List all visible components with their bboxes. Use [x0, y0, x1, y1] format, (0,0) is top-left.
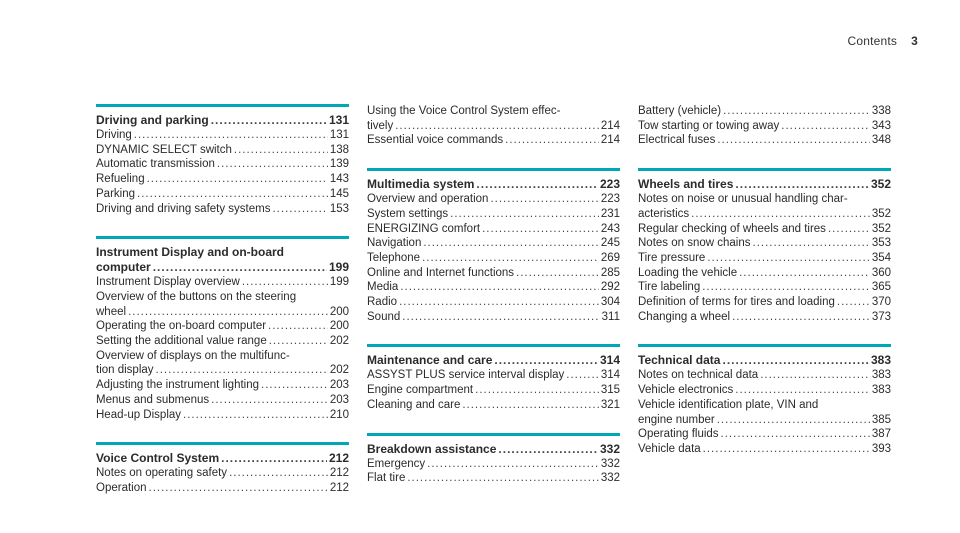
dot-leader [128, 305, 328, 320]
toc-entry[interactable] [638, 119, 891, 134]
toc-entry-page: 321 [600, 398, 620, 411]
toc-entry-label: Tow starting or towing away [638, 119, 780, 132]
section-wheels [638, 168, 891, 324]
toc-entry-page: 315 [600, 384, 620, 397]
section-technical [638, 344, 891, 456]
toc-entry[interactable] [367, 207, 620, 222]
dot-leader [395, 119, 599, 134]
toc-entry-page: 153 [329, 202, 349, 215]
dot-leader [229, 466, 328, 481]
section-title-page: 314 [599, 353, 620, 368]
toc-entry-label: Cleaning and care [367, 398, 461, 411]
toc-entry-label: Essential voice commands [367, 134, 504, 147]
toc-entry[interactable] [638, 368, 891, 383]
section-voice-continued [367, 104, 620, 148]
toc-entry-label: Regular checking of wheels and tires [638, 222, 826, 235]
toc-entry[interactable] [638, 383, 891, 398]
section-title-page: 383 [870, 353, 891, 368]
section-rule [96, 236, 349, 239]
toc-entry[interactable] [96, 172, 349, 187]
toc-entry-page: 145 [329, 187, 349, 200]
dot-leader [427, 457, 599, 472]
toc-entry-label: Changing a wheel [638, 310, 731, 323]
dot-leader [272, 202, 327, 217]
dot-leader [760, 368, 870, 383]
section-title-label: Wheels and tires [638, 177, 734, 192]
toc-entry-page: 348 [871, 134, 891, 147]
section-title[interactable] [638, 177, 891, 192]
toc-entry-page: 338 [871, 105, 891, 117]
dot-leader [217, 157, 328, 172]
section-voice [96, 442, 349, 495]
toc-entry-label: Operating the on-board computer [96, 320, 267, 333]
toc-entry-page: 383 [871, 369, 891, 382]
section-breakdown-continued [638, 104, 891, 148]
dot-leader [566, 368, 599, 383]
toc-entry-page: 245 [600, 237, 620, 250]
toc-entry[interactable] [638, 295, 891, 310]
toc-entry[interactable] [638, 222, 891, 237]
toc-entry[interactable] [367, 236, 620, 251]
section-multimedia [367, 168, 620, 324]
dot-leader [482, 222, 599, 237]
toc-entry[interactable] [638, 104, 891, 119]
section-title-label: Voice Control System [96, 451, 220, 466]
toc-entry-label: Refueling [96, 173, 145, 186]
section-rule [367, 344, 620, 347]
toc-entry-label: Overview and operation [367, 193, 489, 206]
toc-entry-label: ASSYST PLUS service interval display [367, 369, 565, 382]
dot-leader [400, 280, 598, 295]
dot-leader [221, 451, 327, 466]
section-rule [367, 433, 620, 436]
dot-leader [717, 133, 869, 148]
toc-entry-label: Definition of terms for tires and loading [638, 296, 835, 309]
toc-entry-label: Flat tire [367, 472, 406, 485]
toc-entry-page: 370 [871, 296, 891, 309]
dot-leader [422, 251, 599, 266]
section-title-label: Breakdown assistance [367, 441, 497, 456]
toc-entry-label: Notes on operating safety [96, 467, 228, 480]
dot-leader [505, 133, 599, 148]
toc-entry[interactable] [96, 363, 349, 378]
toc-entry[interactable] [638, 236, 891, 251]
toc-entry-line: Vehicle identification plate, VIN and [638, 398, 819, 411]
toc-entry-label: ENERGIZING comfort [367, 222, 481, 235]
dot-leader [723, 104, 870, 119]
toc-entry[interactable] [367, 295, 620, 310]
toc-entry-label: Setting the additional value range [96, 335, 267, 348]
dot-leader [156, 363, 328, 378]
toc-entry-label: Online and Internet functions [367, 266, 515, 279]
toc-column-2 [367, 104, 620, 506]
dot-leader [735, 383, 870, 398]
toc-entry[interactable] [638, 133, 891, 148]
toc-entry-label: Vehicle data [638, 442, 701, 455]
section-maintenance [367, 344, 620, 412]
toc-entry-page: 314 [600, 369, 620, 382]
toc-entry[interactable] [96, 334, 349, 349]
toc-entry-label: Notes on technical data [638, 369, 759, 382]
toc-entry-page: 373 [871, 310, 891, 323]
toc-entry-page: 332 [600, 457, 620, 470]
toc-entry-label: Operating fluids [638, 428, 719, 441]
dot-leader [828, 222, 870, 237]
dot-leader [516, 266, 599, 281]
toc-entry-page: 354 [871, 251, 891, 264]
toc-entry-page: 352 [871, 207, 891, 220]
toc-entry[interactable] [367, 457, 620, 472]
dot-leader [494, 353, 598, 368]
section-title-label: Driving and parking [96, 113, 209, 127]
toc-entry[interactable] [96, 157, 349, 172]
toc-entry-label: Automatic transmission [96, 158, 215, 171]
toc-entry-page: 353 [871, 237, 891, 250]
dot-leader [211, 393, 328, 408]
dot-leader [137, 187, 328, 202]
toc-entry-page: 393 [871, 442, 891, 455]
toc-entry-line: Using the Voice Control System effec- [367, 105, 561, 117]
toc-entry-label: Navigation [367, 237, 422, 250]
toc-entry[interactable] [96, 128, 349, 143]
dot-leader [475, 383, 599, 398]
toc-entry-page: 212 [329, 467, 349, 480]
dot-leader [721, 427, 870, 442]
toc-entry-page: 311 [601, 310, 620, 323]
toc-entry-page: 199 [329, 276, 349, 289]
toc-entry[interactable] [638, 251, 891, 266]
toc-entry-label: Driving [96, 129, 132, 141]
toc-entry-page: 332 [600, 472, 620, 485]
toc-column-1 [96, 104, 349, 516]
toc-entry[interactable] [96, 143, 349, 158]
toc-entry[interactable] [367, 222, 620, 237]
dot-leader [498, 442, 598, 457]
toc-entry-label: Engine compartment [367, 384, 474, 397]
dot-leader [269, 334, 328, 349]
toc-entry-label: Emergency [367, 457, 426, 470]
toc-entry-page: 343 [871, 119, 891, 132]
toc-entry-page: 365 [871, 281, 891, 294]
toc-entry-page: 210 [329, 408, 349, 421]
dot-leader [753, 236, 870, 251]
toc-entry[interactable] [367, 266, 620, 281]
toc-entry[interactable] [96, 378, 349, 393]
toc-entry[interactable] [367, 251, 620, 266]
dot-leader [703, 442, 870, 457]
dot-leader [402, 310, 599, 325]
toc-entry-label: tion display [96, 364, 154, 377]
dot-leader [183, 408, 328, 423]
section-title-page: 223 [599, 177, 620, 192]
toc-entry-label: Adjusting the instrument lighting [96, 379, 260, 392]
toc-entry[interactable] [367, 280, 620, 295]
section-title-label: Technical data [638, 353, 721, 368]
toc-entry[interactable] [367, 310, 620, 325]
section-title-label: Multimedia system [367, 177, 475, 192]
toc-entry[interactable] [96, 319, 349, 334]
toc-entry-page: 385 [871, 413, 891, 426]
toc-entry-page: 223 [600, 193, 620, 206]
toc-entry[interactable] [96, 393, 349, 408]
dot-leader [462, 398, 598, 413]
toc-entry[interactable] [638, 266, 891, 281]
toc-entry-label: Sound [367, 310, 401, 323]
toc-entry-line: Overview of displays on the multifunc- [96, 349, 290, 362]
dot-leader [268, 319, 328, 334]
toc-entry-page: 243 [600, 222, 620, 235]
page-header [847, 34, 918, 48]
toc-entry-label: DYNAMIC SELECT switch [96, 143, 232, 156]
toc-entry[interactable] [96, 202, 349, 217]
dot-leader [490, 192, 598, 207]
toc-entry-page: 138 [329, 143, 349, 156]
section-title-line: Instrument Display and on-board [96, 245, 285, 260]
dot-leader [702, 280, 870, 295]
toc-column-3 [638, 104, 891, 477]
toc-entry[interactable] [638, 310, 891, 325]
toc-entry[interactable] [367, 119, 620, 134]
toc-entry[interactable] [367, 398, 620, 413]
section-breakdown [367, 433, 620, 486]
dot-leader [134, 128, 328, 143]
dot-leader [153, 260, 327, 275]
toc-entry-page: 212 [329, 481, 349, 494]
toc-entry[interactable] [96, 466, 349, 481]
toc-entry-page: 352 [871, 222, 891, 235]
dot-leader [717, 413, 870, 428]
page-number: 3 [911, 34, 918, 48]
section-title-page: 199 [328, 260, 349, 275]
toc-entry[interactable] [638, 427, 891, 442]
toc-entry-label: Tire labeling [638, 281, 701, 294]
toc-entry-line: Overview of the buttons on the steering [96, 290, 297, 303]
toc-entry[interactable] [96, 305, 349, 320]
toc-entry-page: 202 [329, 335, 349, 348]
toc-entry-page: 214 [600, 134, 620, 147]
section-title-page: 131 [328, 113, 349, 127]
toc-entry-page: 131 [329, 129, 349, 141]
section-title-label: Maintenance and care [367, 353, 493, 368]
dot-leader [261, 378, 328, 393]
section-title[interactable] [638, 353, 891, 368]
section-rule [638, 168, 891, 171]
toc-entry-page: 200 [329, 320, 349, 333]
dot-leader [149, 481, 328, 496]
toc-entry[interactable] [367, 471, 620, 486]
toc-entry-page: 360 [871, 266, 891, 279]
dot-leader [691, 207, 870, 222]
toc-entry-label: Menus and submenus [96, 393, 210, 406]
toc-entry-label: Battery (vehicle) [638, 105, 722, 117]
dot-leader [476, 177, 598, 192]
toc-entry-page: 231 [600, 207, 620, 220]
toc-entry-page: 200 [329, 305, 349, 318]
toc-entry-page: 203 [329, 393, 349, 406]
section-rule [96, 104, 349, 107]
toc-entry-label: Loading the vehicle [638, 266, 738, 279]
toc-entry-page: 304 [600, 296, 620, 309]
toc-entry-line: Notes on noise or unusual handling char- [638, 193, 848, 206]
toc-entry-label: Driving and driving safety systems [96, 202, 271, 215]
section-title[interactable] [367, 442, 620, 457]
toc-entry-label: engine number [638, 413, 715, 426]
toc-entry-label: Tire pressure [638, 251, 706, 264]
toc-entry-label: Telephone [367, 251, 421, 264]
section-title[interactable] [96, 260, 349, 275]
dot-leader [707, 251, 869, 266]
toc-entry-page: 143 [329, 173, 349, 186]
section-title[interactable] [367, 177, 620, 192]
dot-leader [735, 177, 869, 192]
dot-leader [837, 295, 870, 310]
toc-entry[interactable] [367, 192, 620, 207]
toc-entry-page: 387 [871, 428, 891, 441]
dot-leader [739, 266, 870, 281]
toc-entry-label: Head-up Display [96, 408, 182, 421]
section-title[interactable] [96, 113, 349, 128]
section-title-page: 212 [328, 451, 349, 466]
section-instrument [96, 236, 349, 422]
toc-entry-label: Electrical fuses [638, 134, 716, 147]
dot-leader [211, 113, 327, 128]
toc-entry[interactable] [367, 133, 620, 148]
toc-entry-page: 292 [600, 281, 620, 294]
dot-leader [732, 310, 870, 325]
toc-entry-page: 269 [600, 251, 620, 264]
section-rule [638, 344, 891, 347]
toc-entry-page: 139 [329, 158, 349, 171]
section-title[interactable] [367, 353, 620, 368]
toc-entry-label: Parking [96, 187, 135, 200]
dot-leader [722, 353, 868, 368]
toc-entry-page: 214 [600, 119, 620, 132]
toc-entry-label: acteristics [638, 207, 690, 220]
section-title-label: computer [96, 260, 151, 275]
header-title: Contents [847, 34, 898, 48]
toc-entry-label: Vehicle electronics [638, 384, 734, 397]
toc-entry[interactable] [638, 207, 891, 222]
toc-entry[interactable] [96, 408, 349, 423]
toc-entry-page: 383 [871, 384, 891, 397]
toc-entry[interactable] [96, 481, 349, 496]
toc-entry[interactable] [638, 413, 891, 428]
dot-leader [234, 143, 328, 158]
section-driving [96, 104, 349, 216]
dot-leader [450, 207, 599, 222]
toc-entry[interactable] [96, 187, 349, 202]
section-rule [96, 442, 349, 445]
toc-entry-label: Radio [367, 296, 398, 309]
dot-leader [242, 275, 328, 290]
dot-leader [147, 172, 328, 187]
toc-entry-page: 285 [600, 266, 620, 279]
toc-entry[interactable] [96, 275, 349, 290]
toc-entry-label: tively [367, 119, 394, 132]
section-rule [367, 168, 620, 171]
toc-entry[interactable] [638, 442, 891, 457]
toc-entry-label: Operation [96, 481, 147, 494]
toc-entry[interactable] [638, 280, 891, 295]
dot-leader [407, 471, 598, 486]
toc-entry-label: System settings [367, 207, 449, 220]
toc-entry[interactable] [367, 383, 620, 398]
dot-leader [781, 119, 870, 134]
dot-leader [399, 295, 599, 310]
dot-leader [423, 236, 598, 251]
section-title[interactable] [96, 451, 349, 466]
toc-entry-page: 203 [329, 379, 349, 392]
toc-entry[interactable] [367, 368, 620, 383]
toc-entry-page: 202 [329, 364, 349, 377]
section-title-page: 332 [599, 441, 620, 456]
toc-entry-label: Media [367, 281, 399, 294]
toc-entry-label: Notes on snow chains [638, 237, 751, 250]
toc-entry-label: wheel [96, 305, 127, 318]
toc-entry-label: Instrument Display overview [96, 276, 240, 289]
section-title-page: 352 [870, 177, 891, 192]
